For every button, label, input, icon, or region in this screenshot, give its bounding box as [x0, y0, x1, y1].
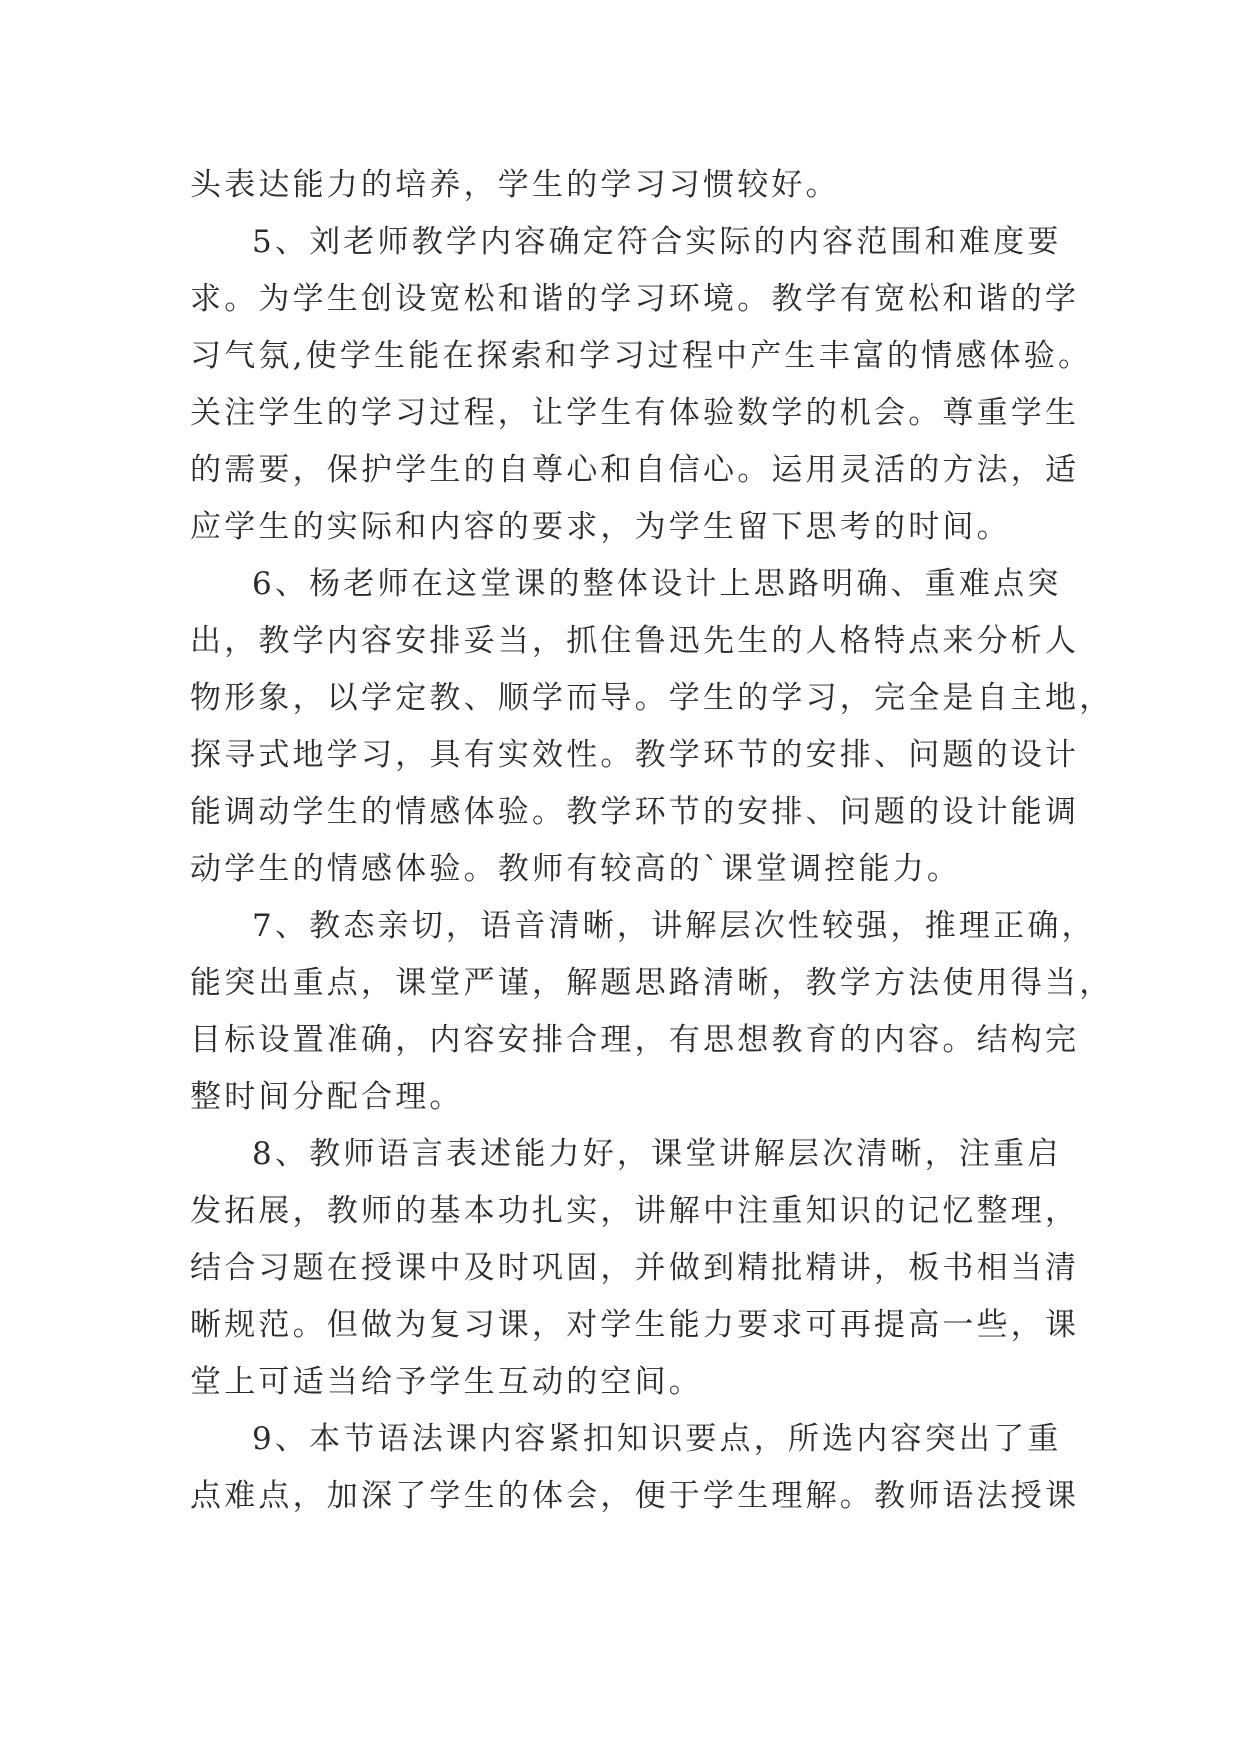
- text-line: 整时间分配合理。: [190, 1079, 464, 1115]
- text-line: 关注学生的学习过程，让学生有体验数学的机会。尊重学生: [190, 395, 1080, 431]
- text-line: 结合习题在授课中及时巩固，并做到精批精讲，板书相当清: [190, 1250, 1080, 1286]
- text-line: 目标设置准确，内容安排合理，有思想教育的内容。结构完: [190, 1022, 1080, 1058]
- text-line: 头表达能力的培养，学生的学习习惯较好。: [190, 167, 840, 203]
- paragraph-6-start: 6、杨老师在这堂课的整体设计上思路明确、重难点突: [252, 566, 1062, 602]
- text-line: 出，教学内容安排妥当，抓住鲁迅先生的人格特点来分析人: [190, 623, 1080, 659]
- text-line: 动学生的情感体验。教师有较高的`课堂调控能力。: [190, 851, 962, 887]
- text-line: 能调动学生的情感体验。教学环节的安排、问题的设计能调: [190, 794, 1080, 830]
- text-line: 探寻式地学习，具有实效性。教学环节的安排、问题的设计: [190, 737, 1080, 773]
- text-line: 堂上可适当给予学生互动的空间。: [190, 1364, 703, 1400]
- text-line: 物形象，以学定教、顺学而导。学生的学习，完全是自主地，: [190, 680, 1114, 716]
- text-line: 晰规范。但做为复习课，对学生能力要求可再提高一些，课: [190, 1307, 1080, 1343]
- body-text: [190, 157, 1114, 1525]
- paragraph-9-start: 9、本节语法课内容紧扣知识要点，所选内容突出了重: [252, 1421, 1062, 1457]
- paragraph-8-start: 8、教师语言表述能力好，课堂讲解层次清晰，注重启: [252, 1136, 1062, 1172]
- text-line: 的需要，保护学生的自尊心和自信心。运用灵活的方法，适: [190, 452, 1080, 488]
- text-line: 求。为学生创设宽松和谐的学习环境。教学有宽松和谐的学: [190, 281, 1080, 317]
- text-line: 能突出重点，课堂严谨，解题思路清晰，教学方法使用得当，: [190, 965, 1114, 1001]
- text-line: 点难点，加深了学生的体会，便于学生理解。教师语法授课: [190, 1478, 1080, 1514]
- text-line: 应学生的实际和内容的要求，为学生留下思考的时间。: [190, 509, 1011, 545]
- paragraph-7-start: 7、教态亲切，语音清晰，讲解层次性较强，推理正确，: [252, 908, 1096, 944]
- paragraph-5-start: 5、刘老师教学内容确定符合实际的内容范围和难度要: [252, 224, 1062, 260]
- text-line: 发拓展，教师的基本功扎实，讲解中注重知识的记忆整理，: [190, 1193, 1080, 1229]
- text-line: 习气氛,使学生能在探索和学习过程中产生丰富的情感体验。: [190, 338, 1093, 374]
